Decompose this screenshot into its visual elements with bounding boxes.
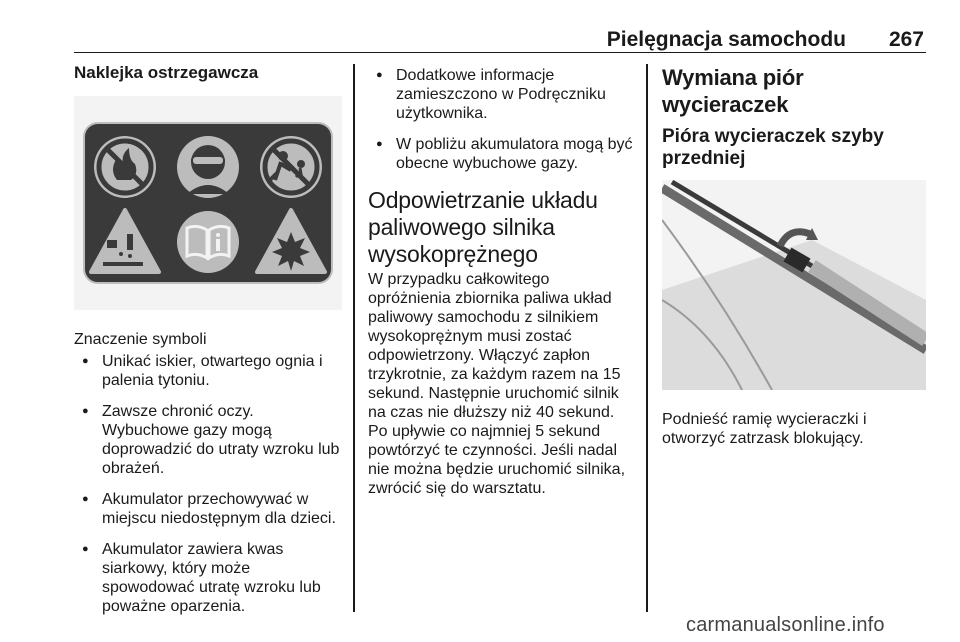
symbols-list bbox=[74, 352, 342, 616]
warning-sticker bbox=[83, 122, 333, 284]
column-divider bbox=[646, 64, 648, 612]
wiper-caption: Podnieść ramię wycieraczki i otworzyć zatrzask blokujący. bbox=[662, 411, 867, 447]
additional-info-list bbox=[368, 66, 634, 173]
eye-protection-icon bbox=[177, 136, 239, 198]
wiper-illustration bbox=[662, 180, 926, 390]
column-right bbox=[662, 64, 926, 448]
list-item: ● Dodatkowe informacje zamieszczono w Podręczniku użytkownika. bbox=[368, 66, 634, 123]
symbols-intro: Znaczenie symboli bbox=[74, 331, 207, 348]
warning-sticker-image bbox=[74, 96, 342, 310]
wiper-replacement-heading: Wymiana piór wycieraczek bbox=[662, 65, 804, 117]
fuel-bleeding-body: W przypadku całkowitego opróżnienia zbiornika paliwa układ paliwowy samochodu z silnikiem wysokoprężnym musi zostać odpowietrzony. Włączyć zapłon trzykrotnie, za każdym razem na 15 sekund. Następnie uruchomić silnik na czas nie dłuższy niż 40 sekund. Po upływie co najmniej 5 sekund powtórzyć te czynności. Jeśli nadal nie można będzie uruchomić silnika, zwrócić się do warsztatu. bbox=[368, 271, 626, 497]
list-item: ● Akumulator zawiera kwas siarkowy, który może spowodować utratę wzroku lub poważne oparzenia. bbox=[74, 540, 342, 616]
section-title: Pielęgnacja samochodu bbox=[606, 28, 846, 51]
no-fire-smoking-icon bbox=[94, 136, 156, 198]
page-number: 267 bbox=[888, 28, 924, 51]
read-manual-icon bbox=[177, 211, 239, 273]
watermark: carmanualsonline.info bbox=[686, 614, 885, 636]
list-item: ● W pobliżu akumulatora mogą być obecne wybuchowe gazy. bbox=[368, 135, 634, 173]
fuel-bleeding-heading: Odpowietrzanie układu paliwowego silnika wysokoprężnego bbox=[368, 187, 598, 267]
column-middle bbox=[368, 66, 634, 498]
column-divider bbox=[353, 64, 355, 612]
column-left bbox=[74, 62, 342, 628]
wiper-subheading: Pióra wycieraczek szyby przedniej bbox=[662, 126, 884, 169]
keep-away-children-icon bbox=[260, 136, 322, 198]
list-item: ● Zawsze chronić oczy. Wybuchowe gazy mogą doprowadzić do utraty wzroku lub obrażeń. bbox=[74, 402, 342, 478]
warning-label-heading: Naklejka ostrzegawcza bbox=[74, 63, 259, 82]
page-header bbox=[74, 28, 926, 53]
list-item: ● Unikać iskier, otwartego ognia i palenia tytoniu. bbox=[74, 352, 342, 390]
list-item: ● Akumulator przechowywać w miejscu niedostępnym dla dzieci. bbox=[74, 490, 342, 528]
wiper-arm-drawing bbox=[662, 180, 926, 390]
